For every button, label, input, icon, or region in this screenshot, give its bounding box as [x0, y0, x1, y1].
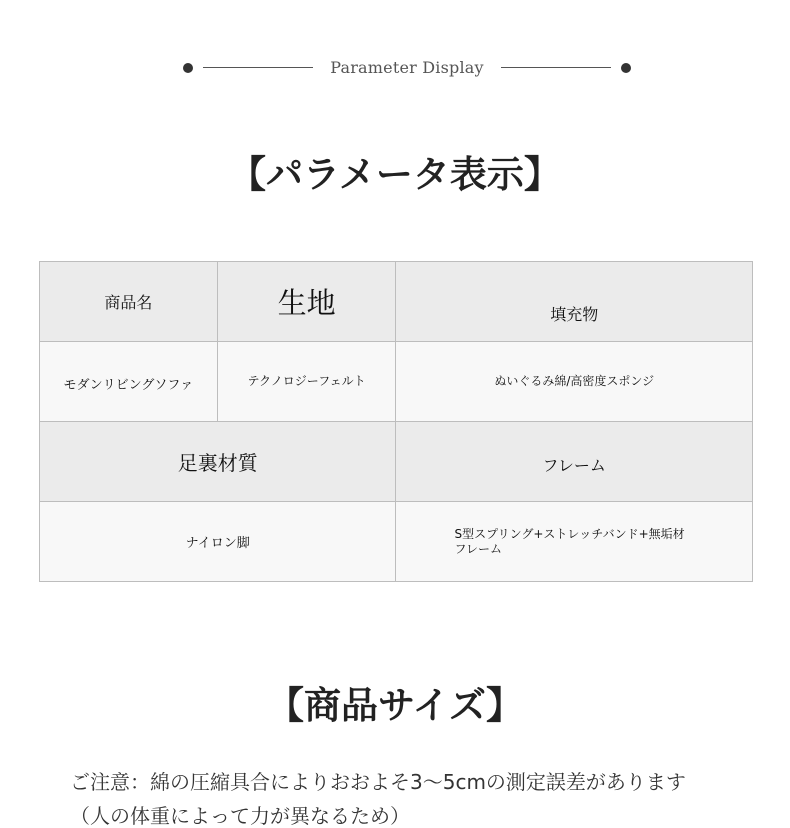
- table-row: [40, 262, 753, 342]
- table-row: [40, 342, 753, 422]
- header-frame: フレーム: [396, 422, 753, 502]
- parameter-table: [39, 261, 753, 582]
- note-line-1: ご注意：綿の圧縮具合によりおおよそ3～5cmの測定誤差があります: [70, 770, 686, 794]
- rule-right: [501, 67, 611, 68]
- header-product-name: 商品名: [40, 262, 218, 342]
- table-row: [40, 422, 753, 502]
- value-fabric: テクノロジーフェルト: [217, 342, 396, 422]
- header-label: Parameter Display: [330, 58, 484, 77]
- value-leg-material: ナイロン脚: [40, 502, 396, 582]
- value-frame-line2: フレーム: [454, 541, 502, 556]
- value-frame-line1: S型スプリング+ストレッチバンド+無垢材: [454, 526, 685, 541]
- header-fabric: 生地: [217, 262, 396, 342]
- value-product-name: モダンリビングソファ: [40, 342, 218, 422]
- dot-right-icon: [621, 63, 631, 73]
- header-filling: 填充物: [396, 262, 753, 342]
- header-ornament: [0, 56, 790, 80]
- measurement-note: [70, 765, 760, 828]
- header-leg-material: 足裏材質: [40, 422, 396, 502]
- dot-left-icon: [183, 63, 193, 73]
- value-filling: ぬいぐるみ綿/高密度スポンジ: [396, 342, 753, 422]
- rule-left: [203, 67, 313, 68]
- parameters-title: 【パラメータ表示】: [229, 153, 561, 196]
- note-line-2: （人の体重によって力が異なるため）: [70, 804, 410, 828]
- size-title: 【商品サイズ】: [266, 684, 524, 727]
- value-frame: [396, 502, 753, 582]
- table-row: [40, 502, 753, 582]
